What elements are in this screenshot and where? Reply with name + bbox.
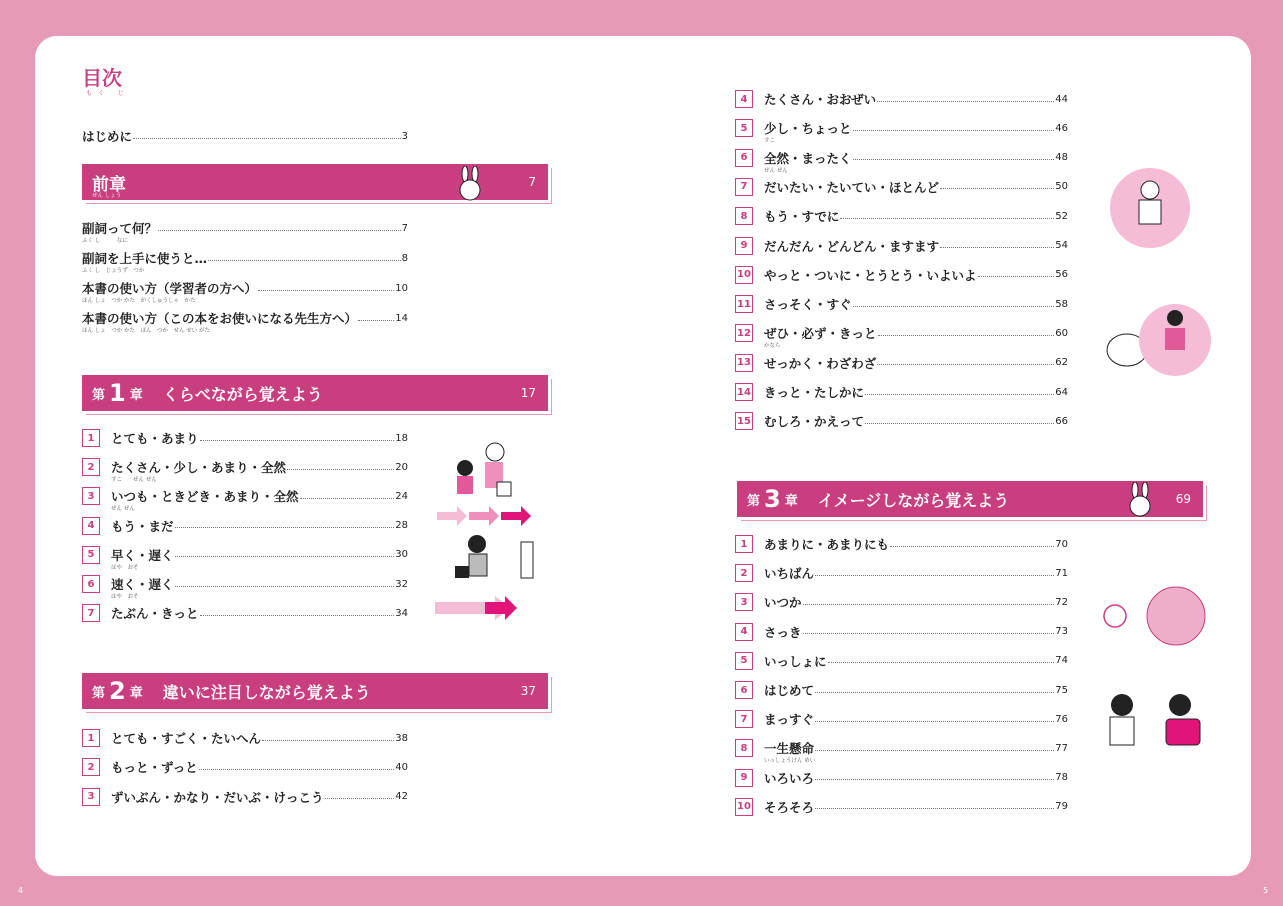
section-number-badge: 3	[735, 593, 753, 611]
entry-title	[764, 295, 852, 313]
toc-entry[interactable]	[735, 265, 1068, 285]
section-number-badge: 7	[82, 604, 100, 622]
entry-page-number: 77	[1055, 742, 1068, 754]
entry-page-number: 54	[1055, 240, 1068, 251]
section-number-badge: 8	[735, 207, 753, 225]
entry-title	[764, 149, 852, 174]
chapter-title: くらべながら覚えよう	[162, 384, 323, 404]
section-number-badge: 6	[735, 149, 753, 167]
toc-entry[interactable]	[735, 768, 1068, 788]
entry-label: いつか	[764, 595, 802, 611]
section-number-badge: 3	[82, 788, 100, 806]
entry-page-number: 10	[395, 282, 408, 294]
entry-ruby: すこ ぜん ぜん	[111, 477, 157, 484]
entry-ruby: すこ	[764, 138, 776, 145]
entry-title	[111, 546, 174, 571]
section-number-badge: 2	[735, 564, 753, 582]
entry-title	[82, 219, 158, 244]
entry-label: そろそろ	[764, 799, 815, 815]
entry-page-number: 7	[401, 222, 408, 234]
leader-dots	[978, 276, 1055, 277]
entry-page-number: 40	[395, 761, 408, 773]
leader-dots	[175, 527, 395, 528]
chapter-page-number: 69	[1175, 492, 1191, 506]
entry-title	[764, 739, 816, 765]
page-number-left: 4	[18, 886, 24, 895]
section-number-badge: 13	[735, 354, 753, 372]
leader-dots	[940, 247, 1054, 248]
entry-title	[764, 324, 877, 350]
toc-entry[interactable]	[735, 797, 1068, 817]
entry-page-number: 50	[1055, 181, 1068, 193]
entry-page-number: 66	[1055, 415, 1068, 427]
entry-label: きっと・たしかに	[764, 385, 865, 400]
section-number-badge: 4	[735, 90, 753, 108]
entry-title	[764, 652, 827, 670]
toc-entry[interactable]	[82, 126, 408, 146]
entry-title	[111, 517, 174, 535]
leader-dots	[865, 394, 1054, 395]
toc-entry[interactable]	[82, 486, 408, 513]
entry-label: たくさん・少し・あまり・全然	[111, 460, 287, 476]
leader-dots	[815, 779, 1054, 780]
leader-dots	[815, 575, 1054, 576]
chapter-suffix: 章	[129, 685, 143, 701]
leader-dots	[200, 440, 395, 441]
leader-dots	[175, 556, 395, 557]
entry-title	[82, 309, 358, 334]
entry-ruby: ふく し じょうず つか	[82, 268, 145, 274]
entry-ruby: ふく し なに	[82, 238, 128, 244]
entry-title	[764, 119, 852, 145]
entry-page-number: 72	[1055, 596, 1068, 608]
entry-label: いちばん	[764, 566, 815, 582]
entry-title	[764, 354, 876, 372]
chapter-suffix: 章	[784, 493, 798, 509]
chapter-page-number: 37	[520, 684, 536, 698]
entry-title	[764, 681, 814, 699]
entry-label: ぜひ・必ず・きっと	[764, 326, 877, 342]
leader-dots	[890, 546, 1054, 547]
leader-dots	[853, 159, 1055, 160]
entry-label: さっき	[764, 624, 802, 640]
entry-label: だいたい・たいてい・ほとんど	[764, 179, 940, 195]
section-number-badge: 10	[735, 798, 753, 816]
entry-title	[764, 237, 939, 255]
section-number-badge: 2	[82, 458, 100, 476]
entry-ruby: ほん しょ つか かた がくしゅうしゃ かた	[82, 298, 196, 304]
section-number-badge: 8	[735, 739, 753, 757]
entry-title	[111, 487, 299, 513]
section-number-badge: 5	[82, 546, 100, 564]
entry-page-number: 56	[1055, 269, 1068, 281]
entry-ruby: ぜん ぜん	[764, 167, 788, 174]
section-number-badge: 1	[735, 535, 753, 553]
chapter-prefix: 第	[92, 387, 106, 403]
entry-page-number: 42	[395, 791, 408, 803]
entry-page-number: 20	[395, 461, 408, 473]
section-number-badge: 14	[735, 383, 753, 401]
toc-entry[interactable]	[735, 206, 1068, 226]
leader-dots	[199, 769, 395, 770]
entry-page-number: 71	[1055, 567, 1068, 579]
chapter-page-number: 17	[520, 386, 536, 400]
entry-label: いろいろ	[764, 770, 815, 786]
entry-title	[764, 710, 814, 728]
entry-title	[764, 593, 802, 611]
toc-entry[interactable]	[735, 738, 1068, 765]
leader-dots	[878, 335, 1055, 336]
page-number-right: 5	[1263, 886, 1269, 895]
entry-label: 全然・まったく	[764, 150, 852, 166]
toc-title-ruby: もく じ	[86, 90, 130, 97]
entry-label: はじめに	[82, 129, 133, 144]
toc-entry[interactable]	[735, 353, 1068, 373]
entry-page-number: 70	[1055, 538, 1068, 550]
toc-entry[interactable]	[735, 411, 1068, 431]
entry-title	[764, 383, 864, 401]
chapter-number: 3	[764, 485, 781, 513]
toc-entry[interactable]	[735, 177, 1068, 197]
entry-label: 本書の使い方（学習者の方へ）	[82, 281, 258, 296]
toc-entry[interactable]	[82, 278, 408, 304]
leader-dots	[853, 306, 1055, 307]
section-number-badge: 7	[735, 178, 753, 196]
entry-label: やっと・ついに・とうとう・いよいよ	[764, 267, 977, 283]
entry-page-number: 44	[1055, 93, 1068, 105]
shapes-people-illustration	[1100, 585, 1210, 775]
entry-page-number: 32	[395, 578, 408, 590]
chapter-banner[interactable]	[82, 375, 548, 411]
leader-dots	[940, 188, 1054, 189]
entry-page-number: 3	[401, 130, 408, 142]
toc-entry[interactable]	[82, 457, 408, 484]
entry-title	[764, 535, 889, 553]
chapter-page-number: 7	[528, 175, 536, 189]
section-number-badge: 1	[82, 729, 100, 747]
toc-entry[interactable]	[735, 236, 1068, 256]
chapter-number: 1	[109, 379, 126, 407]
toc-entry[interactable]	[735, 323, 1068, 350]
entry-label: とても・あまり	[111, 431, 199, 446]
entry-title	[764, 207, 839, 225]
entry-label: もう・すでに	[764, 209, 840, 225]
section-number-badge: 15	[735, 412, 753, 430]
leader-dots	[853, 130, 1055, 131]
leader-dots	[815, 750, 1054, 751]
entry-label: いっしょに	[764, 653, 827, 669]
chapter-suffix: 章	[129, 387, 143, 403]
entry-title	[764, 564, 814, 582]
leader-dots	[200, 615, 395, 616]
section-number-badge: 11	[735, 295, 753, 313]
entry-label: 一生懸命	[764, 741, 815, 757]
entry-page-number: 74	[1055, 655, 1068, 667]
entry-page-number: 34	[395, 607, 408, 619]
toc-entry[interactable]	[82, 308, 408, 334]
leader-dots	[877, 101, 1054, 102]
section-number-badge: 7	[735, 710, 753, 728]
entry-label: いつも・ときどき・あまり・全然	[111, 489, 299, 505]
rabbit-icon	[1125, 482, 1155, 522]
entry-page-number: 30	[395, 549, 408, 561]
chapter-title: 前章	[92, 174, 126, 195]
toc-entry[interactable]	[82, 516, 408, 536]
entry-label: 速く・遅く	[111, 577, 174, 592]
section-number-badge: 9	[735, 769, 753, 787]
leader-dots	[828, 662, 1055, 663]
section-number-badge: 5	[735, 652, 753, 670]
entry-ruby: ぜん ぜん	[111, 506, 135, 513]
entry-ruby: はや おそ	[111, 564, 139, 571]
entry-label: あまりに・あまりにも	[764, 537, 890, 552]
entry-label: 副詞って何？	[82, 221, 158, 236]
walking-illustration	[435, 438, 545, 623]
toc-entry[interactable]	[735, 563, 1068, 583]
entry-page-number: 79	[1055, 801, 1068, 813]
leader-dots	[208, 260, 401, 261]
entry-label: むしろ・かえって	[764, 414, 865, 430]
section-number-badge: 6	[82, 575, 100, 593]
leader-dots	[258, 290, 394, 291]
toc-entry[interactable]	[735, 294, 1068, 314]
section-number-badge: 5	[735, 119, 753, 137]
entry-title	[764, 623, 802, 641]
toc-entry[interactable]	[735, 534, 1068, 554]
entry-page-number: 76	[1055, 713, 1068, 725]
entry-label: はじめて	[764, 683, 815, 698]
entry-title	[764, 178, 939, 196]
entry-page-number: 48	[1055, 152, 1068, 164]
entry-page-number: 75	[1055, 684, 1068, 696]
toc-entry[interactable]	[82, 574, 408, 600]
leader-dots	[803, 633, 1055, 634]
toc-title: 目次	[82, 66, 122, 90]
leader-dots	[840, 218, 1054, 219]
entry-label: ずいぶん・かなり・だいぶ・けっこう	[111, 789, 324, 805]
entry-title	[764, 90, 876, 108]
entry-page-number: 52	[1055, 210, 1068, 222]
entry-label: さっそく・すぐ	[764, 297, 852, 313]
toc-entry[interactable]	[735, 709, 1068, 729]
toc-entry[interactable]	[735, 651, 1068, 671]
entry-title	[82, 127, 132, 145]
section-number-badge: 9	[735, 237, 753, 255]
entry-title	[111, 788, 324, 806]
toc-entry[interactable]	[735, 148, 1068, 174]
entry-label: 副詞を上手に使うと…	[82, 251, 208, 266]
toc-entry[interactable]	[82, 757, 408, 777]
section-number-badge: 3	[82, 487, 100, 505]
toc-entry[interactable]	[735, 680, 1068, 700]
toc-entry[interactable]	[82, 787, 408, 807]
leader-dots	[175, 586, 395, 587]
toc-entry[interactable]	[82, 428, 408, 448]
leader-dots	[287, 469, 394, 470]
entry-title	[111, 729, 261, 747]
chapter-prefix: 第	[92, 685, 106, 701]
entry-title	[764, 798, 814, 816]
entry-title	[82, 279, 258, 304]
entry-ruby: はや おそ	[111, 594, 139, 600]
toc-entry[interactable]	[82, 218, 408, 244]
toc-entry[interactable]	[82, 728, 408, 748]
toc-entry[interactable]	[82, 603, 408, 623]
leader-dots	[158, 230, 401, 231]
entry-page-number: 58	[1055, 298, 1068, 310]
toc-entry[interactable]	[82, 545, 408, 571]
entry-title	[111, 575, 174, 600]
leader-dots	[815, 692, 1054, 693]
entry-page-number: 73	[1055, 626, 1068, 638]
entry-page-number: 64	[1055, 386, 1068, 398]
entry-label: せっかく・わざわざ	[764, 355, 877, 371]
leader-dots	[133, 138, 401, 139]
entry-label: 本書の使い方（この本をお使いになる先生方へ）	[82, 311, 358, 326]
leader-dots	[815, 808, 1054, 809]
entry-label: もっと・ずっと	[111, 760, 198, 776]
toc-entry[interactable]	[735, 592, 1068, 612]
chapter-number: 2	[109, 677, 126, 705]
entry-page-number: 24	[395, 490, 408, 502]
section-number-badge: 10	[735, 266, 753, 284]
leader-dots	[262, 740, 394, 741]
chapter-title: 違いに注目しながら覚えよう	[162, 682, 371, 702]
chapter-ruby: ぜん しょう	[92, 193, 122, 199]
toc-entry[interactable]	[735, 118, 1068, 145]
entry-ruby: ほん しょ つか かた ほん つか せん せい がた	[82, 328, 210, 334]
leader-dots	[325, 798, 395, 799]
toc-entry[interactable]	[735, 89, 1068, 109]
entry-title	[764, 266, 977, 284]
entry-label: もう・まだ	[111, 518, 174, 534]
entry-label: 少し・ちょっと	[764, 121, 852, 137]
entry-title	[111, 429, 199, 447]
entry-page-number: 46	[1055, 122, 1068, 134]
section-number-badge: 1	[82, 429, 100, 447]
entry-page-number: 28	[395, 520, 408, 532]
effort-illustration	[1105, 160, 1215, 385]
entry-title	[82, 249, 208, 274]
entry-label: たくさん・おおぜい	[764, 92, 877, 107]
entry-ruby: いっしょうけん めい	[764, 758, 816, 765]
toc-entry[interactable]	[82, 248, 408, 274]
chapter-prefix: 第	[747, 493, 761, 509]
leader-dots	[358, 320, 394, 321]
entry-page-number: 14	[395, 312, 408, 324]
chapter-banner[interactable]	[82, 673, 548, 709]
section-number-badge: 2	[82, 758, 100, 776]
toc-entry[interactable]	[735, 622, 1068, 642]
entry-page-number: 38	[395, 732, 408, 744]
toc-entry[interactable]	[735, 382, 1068, 402]
section-number-badge: 4	[735, 623, 753, 641]
rabbit-icon	[455, 166, 485, 206]
section-number-badge: 6	[735, 681, 753, 699]
entry-title	[111, 458, 287, 484]
entry-page-number: 62	[1055, 357, 1068, 369]
section-number-badge: 4	[82, 517, 100, 535]
entry-label: とても・すごく・たいへん	[111, 731, 262, 746]
section-number-badge: 12	[735, 324, 753, 342]
leader-dots	[877, 364, 1054, 365]
entry-label: まっすぐ	[764, 712, 815, 728]
leader-dots	[815, 721, 1054, 722]
entry-title	[111, 604, 199, 622]
entry-ruby: かなら	[764, 343, 781, 350]
entry-page-number: 18	[395, 432, 408, 444]
entry-title	[764, 412, 864, 430]
leader-dots	[300, 498, 395, 499]
chapter-title: イメージしながら覚えよう	[817, 490, 1010, 510]
entry-label: だんだん・どんどん・ますます	[764, 238, 940, 254]
entry-label: たぶん・きっと	[111, 606, 199, 622]
entry-label: 早く・遅く	[111, 547, 174, 563]
entry-page-number: 60	[1055, 327, 1068, 339]
entry-title	[764, 769, 814, 787]
page-spread	[35, 36, 1251, 876]
entry-page-number: 8	[401, 252, 408, 264]
entry-page-number: 78	[1055, 772, 1068, 784]
leader-dots	[803, 604, 1055, 605]
leader-dots	[865, 423, 1054, 424]
entry-title	[111, 758, 198, 776]
